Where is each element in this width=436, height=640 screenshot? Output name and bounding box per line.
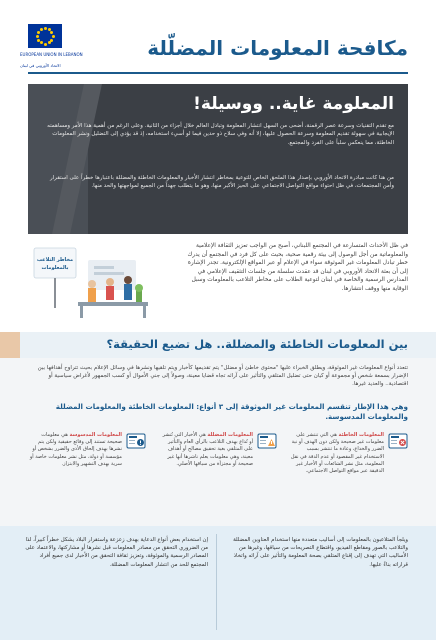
- illustration-sign-line-2: بالمعلومات: [41, 265, 69, 271]
- section-band-accent: [0, 332, 20, 358]
- bottom-divider: [216, 534, 217, 630]
- section-heading: بين المعلومات الخاطئة والمضللة.. هل تضيع الحقيقة؟: [106, 337, 408, 351]
- column-misleading-info: [159, 432, 277, 522]
- bottom-paragraph-left: إن استخدام بعض أنواع الدعاية بهدف زعزعة واستقرار البلاد يشكل خطراً كبيراً، لذا من الضروري التحقق من مصادر المعلومات قبل نشرها أو مشاركتها، والاعتماد على المصادر الرسمية والموثوقة، وتعزيز ثقافة التحقق من الأخبار لدى جميع أفراد المجتمع للحد من انتشار المعلومات المضللة.: [25, 537, 208, 568]
- eu-star: [52, 35, 55, 38]
- page-title: مكافحة المعلومات المضلّلة: [147, 36, 408, 60]
- banner-paragraph-2: من هنا كانت مبادرة الاتحاد الأوروبي بإصدار هذا الملحق الخاص للتوعية بمخاطر انتشار الأخبار والمعلومات الخاطئة والمضللة باعتبارها خطراً على استقرار وأمن المجتمعات، في ظل احتواء مواقع التواصل الاجتماعي على الحيز الأكبر منها، وهو ما يتطلب جهداً من الجميع لمواجهتها والحد منها.: [49, 175, 394, 190]
- eu-star: [36, 35, 39, 38]
- eu-flag-logo: [28, 24, 62, 48]
- newspaper-warning-icon: [257, 432, 277, 450]
- title-divider: [28, 72, 408, 74]
- intro-banner: [28, 84, 408, 234]
- section-subhead: وهي هذا الإطار تنقسم المعلومات غير الموثوقة إلى ٣ أنواع: المعلومات الخاطئة والمعلومات المضللة والمعلومات المدسوسة.: [55, 402, 408, 421]
- column-body-malicious: هي معلومات صحيحة تستند إلى وقائع حقيقية ولكن يتم نشرها بهدف إلحاق الأذى والضرر بشخص أو مؤسسة أو دولة، مثل نشر معلومات خاصة أو سرية بهدف التشهير والابتزاز.: [29, 432, 122, 467]
- column-title-misleading: المعلومات المضللة: [207, 432, 253, 438]
- lead-paragraph: في ظل الأحداث المتسارعة في المجتمع اللبناني، أصبح من الواجب تعزيز الثقافة الإعلامية والمعلوماتية من أجل الوصول إلى بيئة رقمية صحية، بحيث على كل فرد في المجتمع أن يدرك خطر تبادل المعلومات غير الموثوقة سواء في الإعلام أو عبر المواقع الإلكترونية. تجدر الإشارة إلى أن بعثة الاتحاد الأوروبي في لبنان قد عقدت سلسلة من جلسات التثقيف الإعلامي في المدارس الرسمية والخاصة في لبنان لتوعية الطلاب على مخاطر التلاعب بالمعلومات وسبل الوقاية منها ووقف انتشارها.: [187, 243, 408, 292]
- eu-star: [40, 28, 43, 31]
- column-false-info: [290, 432, 408, 522]
- column-body-misleading: هي الأخبار التي تُنشر أو تُذاع بهدف التلاعب بالرأي العام والتأثير على المتلقي بغية تحقيق مصالح أو أهداف معينة، وهي معلومات يعلم ناشرها أنها غير صحيحة أو مجتزأة من سياقها الأصلي.: [162, 432, 253, 467]
- newspaper-alert-icon: [126, 432, 146, 450]
- eu-star: [37, 39, 40, 42]
- column-title-false: المعلومات الخاطئة: [338, 432, 384, 438]
- eu-star: [50, 31, 53, 34]
- eu-star: [50, 39, 53, 42]
- column-malicious-info: [28, 432, 146, 522]
- eu-star: [44, 43, 47, 46]
- banner-paragraph-1: مع تقدم التقنيات وسرعة عصر الرقمنة، أضحى من السهل انتشار المعلومة وتبادل العالم خلال أجزاء من الثانية. وعلى الرغم من أهمية هذا الأمر ومساهمته الإيجابية في سهولة تقديم المعلومة وسرعة الحصول عليها، إلا أنه وفي سلاح ذو حدين فيما لو أسيء استخدامه، إذ قد يؤدي إلى التضليل ونشر المعلومات الخاطئة، مما ينعكس سلباً على الفرد والمجتمع.: [47, 123, 394, 146]
- banner-headline: المعلومة غاية.. ووسيلة!: [193, 94, 394, 114]
- eu-star: [44, 27, 47, 30]
- eu-star: [40, 41, 43, 44]
- eu-logo-caption: EUROPEAN UNION IN LEBANON: [20, 52, 83, 57]
- eu-logo-caption-arabic: الاتحاد الأوروبي في لبنان: [20, 63, 61, 68]
- illustration-sign-line-1: مخاطر التلاعب: [36, 257, 74, 263]
- eu-star: [37, 31, 40, 34]
- eu-star: [48, 41, 51, 44]
- column-title-malicious: المعلومات المدسوسة: [69, 432, 122, 438]
- column-body-false: هي التي تنتشر على معلومات غير صحيحة ولكن دون الهدف أو نية الضرر والخداع، وعادة ما تنتشر بسبب الاستخدام غير المقصود أو عدم الدقة في نقل المعلومة، مثل نشر الشائعات أو الأخبار غير الدقيقة عبر مواقع التواصل الاجتماعي.: [290, 432, 384, 475]
- newspaper-x-icon: [388, 432, 408, 450]
- classroom-illustration: [28, 240, 158, 320]
- bottom-paragraph-right: ويلجأ المتلاعبون بالمعلومات إلى أساليب متعددة منها استخدام العناوين المضللة والتلاعب بالصور ومقاطع الفيديو، واقتطاع التصريحات من سياقها، وغيرها من الأساليب التي تهدف إلى إقناع المتلقي بصحة المعلومة والتأثير على آرائه واتخاذ قراراته بناءً عليها.: [233, 537, 408, 568]
- section-intro: تتعدد أنواع المعلومات غير الموثوقة، ويطلق الخبراء عليها "محتوى خاطئ أو مضلل" يتم تقديمها كأخبار ويتم تلقيها ونشرها في وسائل الإعلام بحيث تتراوح أهدافها بين الإضرار بسمعة شخص أو مجموعة أو كيان حتى تضليل المتلقي والتأثير على آرائه تجاه قضايا معينة، وصولاً إلى جني الأموال أو كسب الجمهور لأغراض سياسية أو اقتصادية.. والعديد غيرها.: [37, 365, 408, 388]
